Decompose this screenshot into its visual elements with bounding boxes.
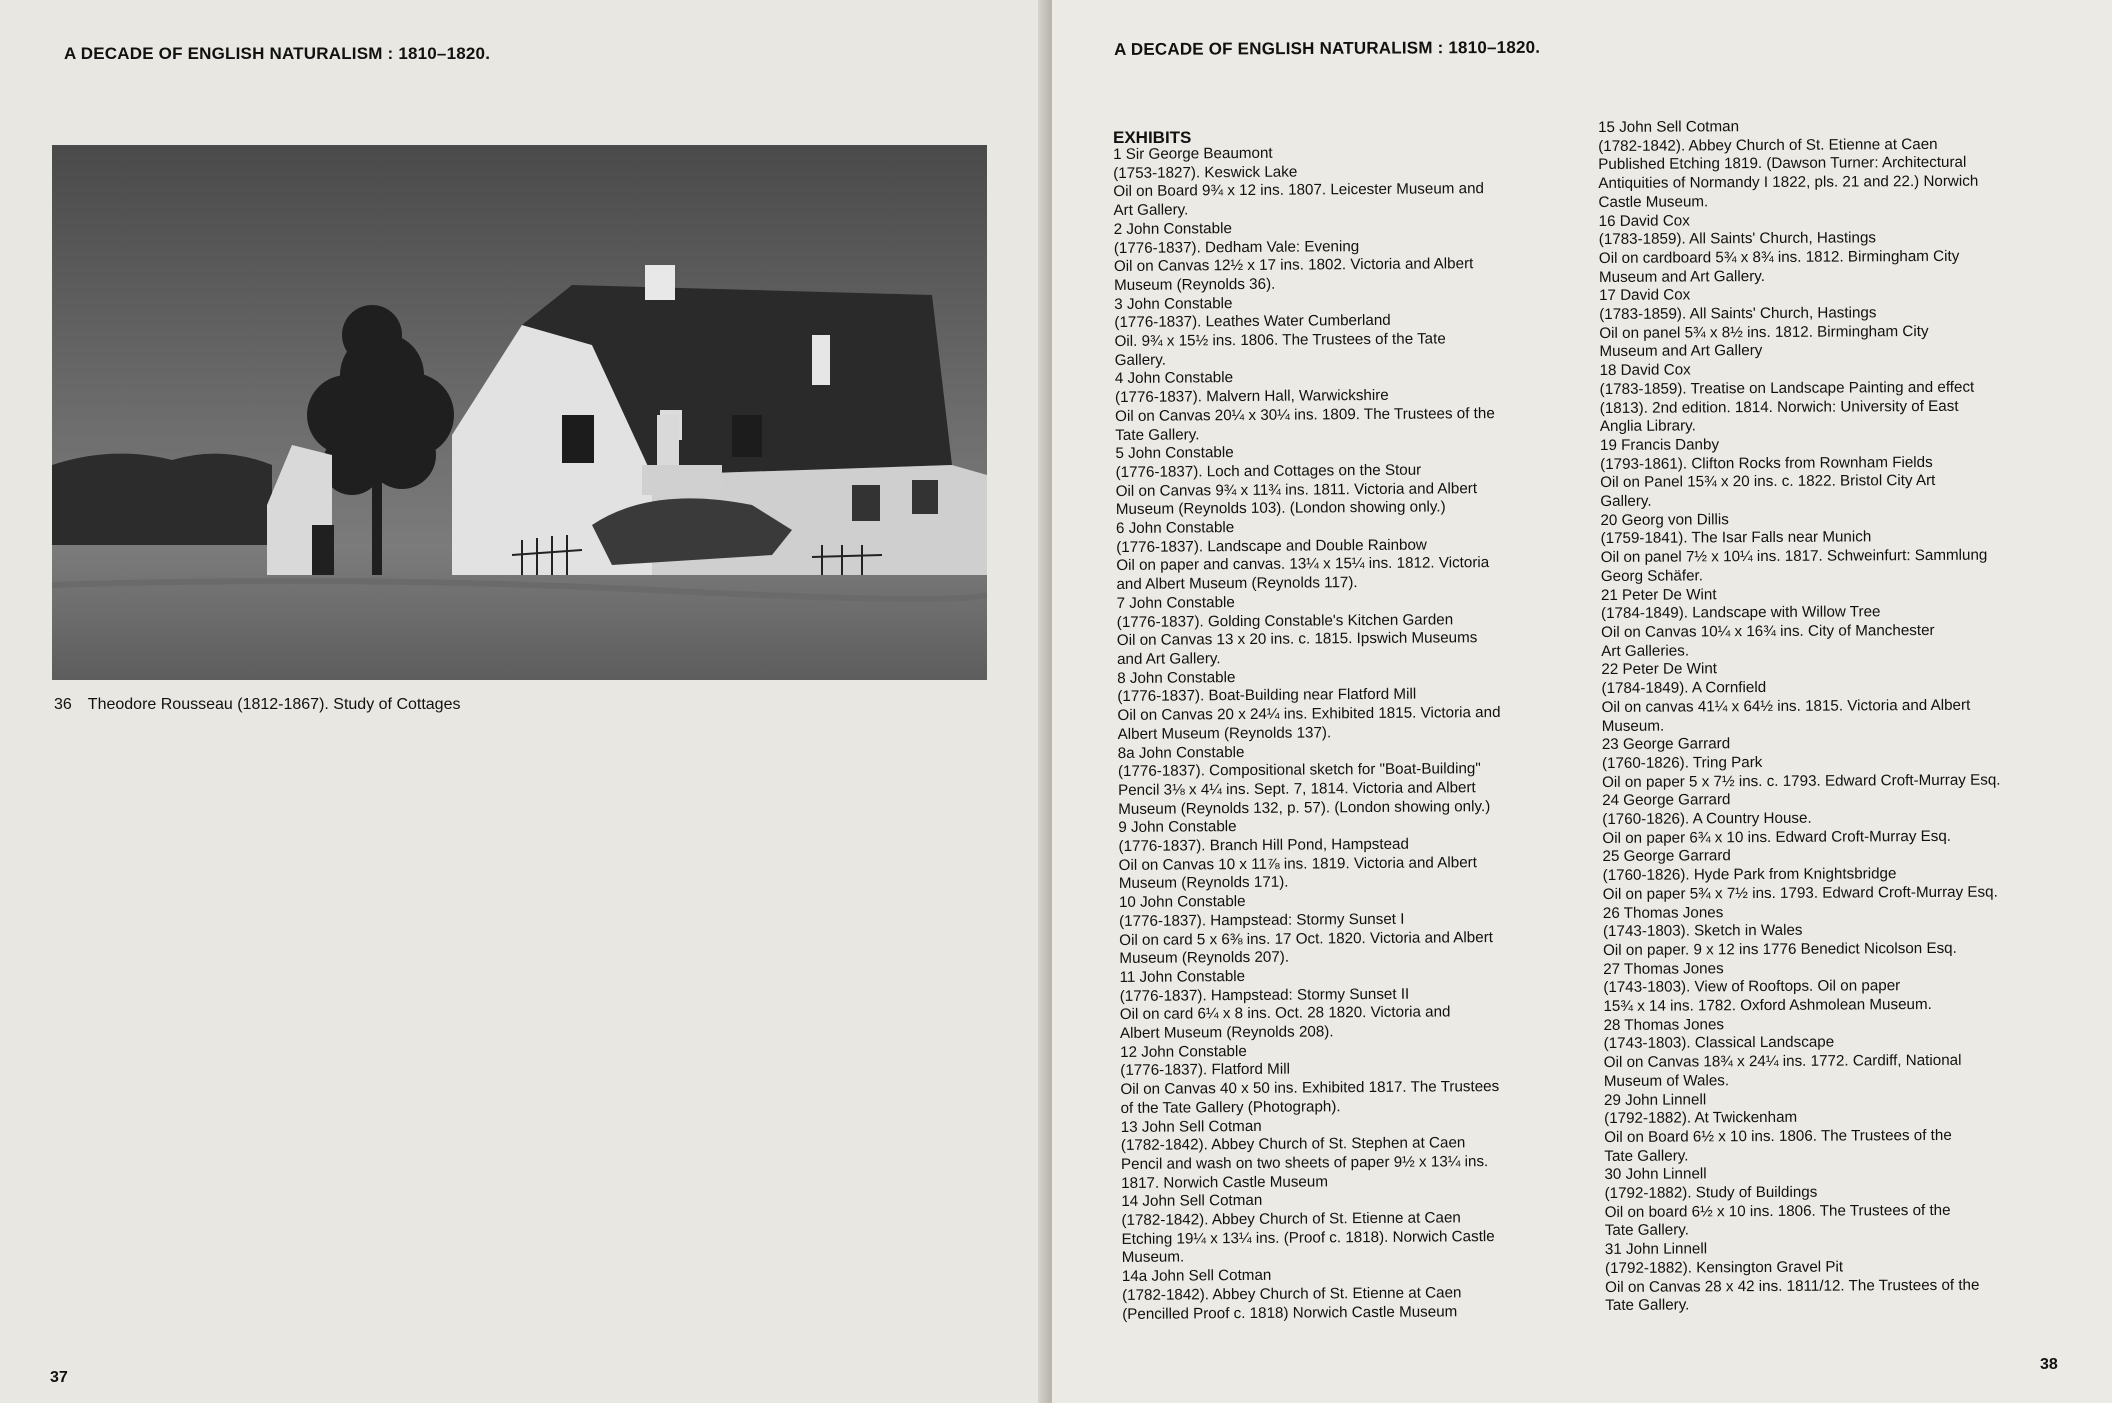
exhibit-line: (1776-1837). Boat-Building near Flatford Mill [1117,686,1417,706]
exhibit-line: (1783-1859). Treatise on Landscape Painting and effect [1599,378,1975,398]
exhibit-line: Oil on Canvas 20 x 24¼ ins. Exhibited 1815. Victoria and [1117,704,1501,725]
exhibit-line: (1783-1859). All Saints' Church, Hastings [1598,229,1877,249]
exhibit-line: 9 John Constable [1118,818,1237,837]
exhibit-entry [1119,891,1565,969]
exhibit-line: Oil on Canvas 28 x 42 ins. 1811/12. The Trustees of the [1605,1276,1980,1296]
exhibit-line: Oil on board 6½ x 10 ins. 1806. The Trustees of the [1604,1201,1951,1221]
exhibit-entry [1116,517,1562,595]
exhibit-line: Georg Schäfer. [1600,567,1704,585]
left-page [0,0,1050,1403]
page-number-left: 37 [50,1369,68,1386]
exhibit-entry [1122,1265,1567,1325]
exhibit-entry [1121,1190,1567,1268]
exhibit-entry [1119,965,1565,1043]
exhibit-line: 26 Thomas Jones [1602,903,1724,922]
exhibit-line: Castle Museum. [1598,193,1709,211]
exhibit-line: Albert Museum (Reynolds 208). [1119,1023,1334,1043]
exhibit-line: (1776-1837). Dedham Vale: Evening [1113,237,1360,257]
exhibit-line: 28 Thomas Jones [1603,1015,1725,1034]
exhibit-line: Oil on Canvas 12½ x 17 ins. 1802. Victoria and Albert [1113,255,1474,276]
exhibit-line: and Art Gallery. [1116,650,1221,668]
exhibit-line: Art Galleries. [1601,642,1690,660]
exhibit-entry [1117,591,1563,669]
exhibit-line: 18 David Cox [1599,361,1691,380]
exhibit-line: Tate Gallery. [1115,425,1200,444]
exhibit-line: Museum (Reynolds 171). [1118,874,1289,893]
exhibits-column-1 [1113,143,1567,1325]
exhibit-line: 10 John Constable [1118,893,1246,912]
exhibit-line: (1776-1837). Malvern Hall, Warwickshire [1114,386,1389,407]
exhibit-entry [1600,434,2060,512]
exhibit-line: Oil on card 6¼ x 8 ins. Oct. 28 1820. Victoria and [1119,1003,1451,1024]
exhibit-line: Museum of Wales. [1603,1072,1730,1090]
exhibit-line: Oil on Board 9¾ x 12 ins. 1807. Leicester Museum and [1113,180,1485,201]
exhibit-line: 7 John Constable [1116,593,1235,612]
exhibit-entry [1602,789,2062,848]
exhibit-line: (1753-1827). Keswick Lake [1113,163,1298,182]
exhibit-line: 4 John Constable [1114,369,1234,388]
exhibit-line: (1792-1882). At Twickenham [1604,1109,1798,1128]
exhibit-line: Published Etching 1819. (Dawson Turner: Architectural [1598,154,1967,174]
exhibit-line: (1743-1803). View of Rooftops. Oil on paper [1603,977,1901,997]
exhibit-line: Museum (Reynolds 103). (London showing only.) [1115,498,1446,519]
exhibit-line: Oil on cardboard 5¾ x 8¾ ins. 1812. Birmingham City [1598,247,1960,267]
exhibit-line: (1760-1826). Tring Park [1601,753,1763,772]
exhibit-line: (1783-1859). All Saints' Church, Hastings [1599,304,1877,324]
exhibit-line: 29 John Linnell [1603,1090,1707,1109]
exhibit-line: (Pencilled Proof c. 1818) Norwich Castle Museum [1122,1302,1458,1323]
exhibit-line: 19 Francis Danby [1599,436,1720,454]
exhibit-line: Oil. 9¾ x 15½ ins. 1806. The Trustees of the Tate [1114,330,1446,351]
exhibit-line: 27 Thomas Jones [1603,959,1724,978]
exhibit-line: (1782-1842). Abbey Church of St. Etienne at Caen [1121,1209,1461,1230]
exhibit-line: Museum and Art Gallery [1599,342,1763,361]
exhibit-line: (1776-1837). Branch Hill Pond, Hampstead [1118,835,1409,855]
exhibit-entry [1600,509,2060,587]
exhibit-entry [1115,367,1561,445]
exhibit-line: (1776-1837). Landscape and Double Rainbow [1116,536,1427,556]
exhibit-entry [1599,285,2059,363]
exhibit-line: Oil on Canvas 18¾ x 24¼ ins. 1772. Cardiff, National [1603,1051,1962,1072]
exhibit-entry [1601,584,2061,662]
exhibit-line: of the Tate Gallery (Photograph). [1120,1098,1341,1117]
exhibit-entry [1120,1040,1566,1118]
exhibit-line: 11 John Constable [1119,967,1246,986]
exhibit-line: 2 John Constable [1113,219,1232,238]
exhibit-entry [1598,116,2059,212]
exhibit-line: (1776-1837). Leathes Water Cumberland [1114,312,1391,332]
cottage-image [52,145,987,680]
exhibit-entry [1603,1014,2063,1092]
exhibit-entry [1605,1238,2065,1316]
exhibit-line: Oil on Panel 15¾ x 20 ins. c. 1822. Bristol City Art [1600,472,1936,492]
exhibit-line: 30 John Linnell [1604,1165,1707,1184]
exhibit-entry [1117,666,1563,744]
exhibit-line: Oil on paper 5¾ x 7½ ins. 1793. Edward Croft-Murray Esq. [1602,883,1998,903]
exhibit-entry [1603,958,2063,1017]
exhibit-line: (1784-1849). Landscape with Willow Tree [1600,603,1881,623]
exhibit-line: Museum (Reynolds 132, p. 57). (London showing only.) [1118,797,1491,818]
exhibit-line: Pencil and wash on two sheets of paper 9½ x 13¼ ins. [1120,1153,1489,1173]
exhibit-entry [1601,659,2061,737]
exhibit-line: 24 George Garrard [1602,791,1731,810]
exhibit-line: Oil on panel 7½ x 10¼ ins. 1817. Schweinfurt: Sammlung [1600,546,1988,567]
exhibit-line: Gallery. [1114,351,1166,369]
exhibit-line: 1817. Norwich Castle Museum [1121,1173,1329,1192]
running-head-right: A DECADE OF ENGLISH NATURALISM : 1810–1820. [1114,37,1541,59]
exhibit-line: Oil on card 5 x 6⅜ ins. 17 Oct. 1820. Victoria and Albert [1119,928,1494,949]
exhibit-line: Oil on Canvas 40 x 50 ins. Exhibited 1817. The Trustees [1120,1078,1500,1099]
exhibit-line: 6 John Constable [1115,519,1235,538]
exhibit-line: 20 Georg von Dillis [1600,510,1729,529]
exhibit-line: (1776-1837). Hampstead: Stormy Sunset I [1119,910,1405,930]
exhibit-entry [1599,359,2059,437]
exhibit-entry [1602,733,2062,792]
caption-number: 36 [54,696,72,713]
exhibit-entry [1118,816,1564,894]
exhibit-line: 25 George Garrard [1602,847,1731,866]
exhibit-line: Museum (Reynolds 207). [1119,948,1290,968]
exhibit-line: Pencil 3⅛ x 4¼ ins. Sept. 7, 1814. Victoria and Albert [1117,779,1476,799]
exhibit-line: 17 David Cox [1599,286,1691,305]
exhibit-line: Museum. [1601,717,1665,735]
exhibit-entry [1599,210,2059,288]
exhibit-line: Oil on paper 5 x 7½ ins. c. 1793. Edward Croft-Murray Esq. [1601,771,2001,791]
exhibit-line: Oil on Canvas 10 x 11⅞ ins. 1819. Victoria and Albert [1118,853,1477,874]
exhibit-entry [1114,292,1560,370]
exhibit-entry [1604,1164,2064,1242]
exhibits-column-2 [1598,116,2065,1316]
exhibit-line: (1776-1837). Golding Constable's Kitchen Garden [1116,610,1454,631]
exhibit-entry [1118,741,1564,819]
exhibit-line: (1813). 2nd edition. 1814. Norwich: University of East [1599,397,1959,417]
exhibit-line: (1776-1837). Flatford Mill [1120,1061,1290,1080]
exhibit-entry [1121,1115,1567,1193]
exhibit-line: Oil on Canvas 10¼ x 16¾ ins. City of Manchester [1601,621,1935,641]
exhibit-entry [1603,902,2063,961]
exhibit-line: Museum. [1121,1248,1185,1267]
exhibit-line: (1784-1849). A Cornfield [1601,679,1767,698]
exhibit-line: 12 John Constable [1120,1042,1247,1061]
exhibit-line: 21 Peter De Wint [1600,585,1717,604]
exhibit-line: (1760-1826). Hyde Park from Knightsbridge [1602,865,1897,885]
exhibit-line: (1782-1842). Abbey Church of St. Stephen at Caen [1120,1134,1466,1155]
exhibit-line: Oil on paper. 9 x 12 ins 1776 Benedict Nicolson Esq. [1603,939,1957,959]
exhibit-line: 15 John Sell Cotman [1598,118,1740,136]
exhibit-line: (1792-1882). Kensington Gravel Pit [1604,1258,1844,1277]
exhibit-entry [1114,217,1560,295]
caption-text: Theodore Rousseau (1812-1867). Study of Cottages [87,696,461,713]
exhibit-entry [1115,442,1561,520]
exhibit-line: Oil on Canvas 9¾ x 11¾ ins. 1811. Victoria and Albert [1115,479,1478,500]
running-head-left: A DECADE OF ENGLISH NATURALISM : 1810–1820. [64,44,491,63]
exhibit-line: 14a John Sell Cotman [1121,1266,1272,1286]
exhibit-line: Oil on Board 6½ x 10 ins. 1806. The Trustees of the [1604,1126,1952,1146]
exhibit-line: Museum and Art Gallery. [1598,267,1766,286]
exhibits-heading: EXHIBITS [1113,128,1192,147]
exhibit-line: 8 John Constable [1117,668,1236,687]
exhibit-line: Etching 19¼ x 13¼ ins. (Proof c. 1818). Norwich Castle [1121,1227,1495,1248]
exhibit-line: (1782-1842). Abbey Church of St. Etienne at Caen [1121,1284,1462,1304]
exhibit-line: Tate Gallery. [1604,1221,1689,1240]
exhibit-line: (1759-1841). The Isar Falls near Munich [1600,528,1872,548]
exhibit-line: (1743-1803). Classical Landscape [1603,1034,1835,1053]
exhibit-line: (1760-1826). A Country House. [1602,809,1812,829]
exhibit-line: Art Gallery. [1113,201,1189,220]
exhibit-line: 5 John Constable [1115,444,1234,463]
exhibit-line: (1743-1803). Sketch in Wales [1602,922,1803,941]
exhibit-line: 16 David Cox [1598,211,1690,230]
exhibit-line: 8a John Constable [1117,743,1245,762]
exhibit-line: Tate Gallery. [1605,1296,1690,1315]
exhibit-line: (1776-1837). Loch and Cottages on the Stour [1115,461,1422,481]
exhibit-line: and Albert Museum (Reynolds 117). [1116,574,1358,594]
exhibit-line: 23 George Garrard [1601,735,1731,754]
exhibit-line: Antiquities of Normandy I 1822, pls. 21 and 22.) Norwich [1598,172,1979,193]
exhibit-line: (1776-1837). Compositional sketch for "Boat-Building" [1117,760,1481,781]
exhibit-line: 14 John Sell Cotman [1121,1192,1263,1211]
photo-caption [54,696,460,714]
exhibit-line: Oil on paper and canvas. 13¼ x 15¼ ins. 1812. Victoria [1116,554,1490,575]
page-number-right: 38 [2040,1356,2058,1373]
exhibit-line: Oil on canvas 41¼ x 64½ ins. 1815. Victoria and Albert [1601,696,1971,716]
exhibit-line: 15¾ x 14 ins. 1782. Oxford Ashmolean Museum. [1603,996,1932,1016]
exhibit-line: (1792-1882). Study of Buildings [1604,1183,1818,1203]
exhibit-line: Tate Gallery. [1604,1147,1689,1165]
exhibit-line: 31 John Linnell [1604,1240,1708,1259]
exhibit-line: (1782-1842). Abbey Church of St. Etienne at Caen [1598,135,1938,155]
exhibit-entry [1604,1089,2064,1167]
exhibit-line: Oil on paper 6¾ x 10 ins. Edward Croft-Murray Esq. [1602,827,1952,847]
exhibit-line: Oil on Canvas 13 x 20 ins. c. 1815. Ipswich Museums [1116,629,1478,650]
exhibit-line: (1793-1861). Clifton Rocks from Rownham Fields [1600,453,1933,473]
exhibit-line: Gallery. [1600,492,1652,511]
exhibit-line: Museum (Reynolds 36). [1114,275,1276,294]
cottage-photograph [52,145,987,680]
exhibit-line: Oil on panel 5¾ x 8½ ins. 1812. Birmingham City [1599,322,1929,342]
exhibit-line: 22 Peter De Wint [1601,660,1718,679]
exhibit-line: Oil on Canvas 20¼ x 30¼ ins. 1809. The Trustees of the [1115,404,1495,425]
exhibit-line: Albert Museum (Reynolds 137). [1117,724,1332,743]
exhibit-line: 3 John Constable [1114,294,1233,313]
exhibit-line: 13 John Sell Cotman [1120,1117,1262,1136]
exhibit-entry [1113,143,1559,221]
exhibit-line: Anglia Library. [1599,417,1696,436]
exhibit-entry [1602,846,2062,905]
exhibit-line: (1776-1837). Hampstead: Stormy Sunset II [1119,985,1410,1005]
exhibit-line: 1 Sir George Beaumont [1113,144,1273,163]
